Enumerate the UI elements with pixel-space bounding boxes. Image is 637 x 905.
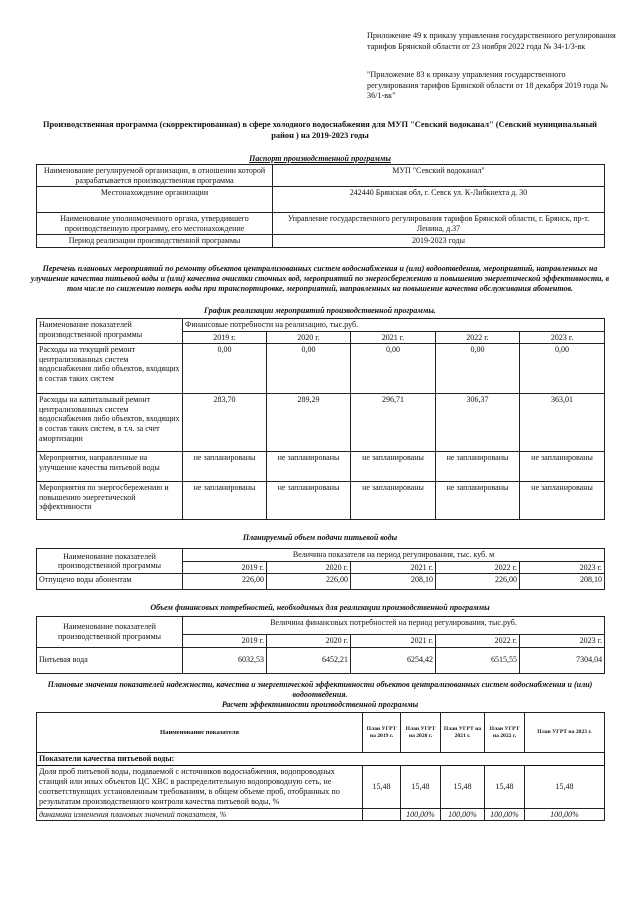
year-header: 2022 г. [436, 635, 520, 648]
measures-intro: Перечень плановых мероприятий по ремонту объектов централизованных систем водоснабжения и (или) водоотведения, мероприятий, направленных на улучшение качества питьевой воды и (или) качества очистки сточных вод, мероприятий по энергосбережению и повышению энергетической эффективности, в том числе по снижению потерь воды при транспортировке, мероприятий, направленных на повышение качества обслуживания абонентов. [30, 264, 610, 293]
row-name: Мероприятия, направленные на улучшение качества питьевой воды [37, 452, 183, 482]
cell-value: 289,29 [267, 394, 351, 452]
measures-table [36, 318, 605, 520]
dynamics-name: динамика изменения плановых значений показателя, % [37, 808, 363, 821]
year-header: 2021 г. [351, 635, 436, 648]
cell-value: 226,00 [436, 574, 520, 590]
table-row [37, 647, 605, 673]
document-title: Производственная программа (скорректированная) в сфере холодного водоснабжения для МУП "Севский водоканал" (Севский муниципальный район ) на 2019-2023 годы [43, 120, 597, 140]
measures-col-group: Финансовые потребности на реализацию, тыс.руб. [183, 319, 605, 332]
cell-value: 208,10 [351, 574, 436, 590]
row-name: Доля проб питьевой воды, подаваемой с источников водоснабжения, водопроводных станций или иных объектов ЦС ХВС в распределительную водопроводную сеть, не соответствующих установленным требованиям, в общем объеме проб, отобранных по результатам производственного контроля качества питьевой воды, % [37, 765, 363, 808]
passport-row [37, 213, 605, 235]
volume-table [36, 548, 605, 590]
cell-value: 226,00 [267, 574, 351, 590]
cell-value: 100,00% [485, 808, 525, 821]
passport-value: Управление государственного регулирования тарифов Брянской области, г. Брянск, пр-т. Ленина, д.37 [273, 213, 605, 235]
year-header: 2019 г. [183, 331, 267, 344]
passport-label: Наименование регулируемой организации, в отношении которой разрабатывается производственная программа [37, 165, 273, 187]
passport-row [37, 165, 605, 187]
cell-value: 15,48 [525, 765, 605, 808]
efficiency-subcaption: Расчет эффективности производственной программы [221, 700, 419, 709]
cell-value: не запланированы [267, 482, 351, 520]
finance-caption: Объем финансовых потребностей, необходимых для реализации производственной программы [150, 603, 490, 612]
plan-header: План УГРТ на 2020 г. [401, 713, 441, 753]
efficiency-header [37, 713, 605, 753]
finance-header [37, 617, 605, 635]
row-name: Отпущено воды абонентам [37, 574, 183, 590]
appendix-note-2: "Приложение 83 к приказу управления государственного регулирования тарифов Брянской области от 18 декабря 2019 года № 36/1-вк" [367, 70, 608, 100]
year-header: 2022 г. [436, 331, 520, 344]
row-name: Расходы на текущий ремонт централизованных систем водоснабжения либо объектов, входящих в состав таких систем [37, 344, 183, 394]
year-header: 2019 г. [183, 561, 267, 574]
year-header: 2021 г. [351, 561, 436, 574]
cell-value: 208,10 [520, 574, 605, 590]
plan-header: План УГРТ на 2019 г. [363, 713, 401, 753]
appendix-note-1: Приложение 49 к приказу управления государственного регулирования тарифов Брянской области от 23 ноября 2022 года № 34-1/3-вк [367, 31, 616, 51]
cell-value: 6452,21 [267, 647, 351, 673]
table-row [37, 765, 605, 808]
efficiency-table [36, 712, 605, 821]
table-row [37, 394, 605, 452]
section-title: Показатели качества питьевой воды: [37, 753, 605, 766]
cell-value: не запланированы [267, 452, 351, 482]
finance-col-group: Величина финансовых потребностей на период регулирования, тыс.руб. [183, 617, 605, 635]
cell-value: 0,00 [267, 344, 351, 394]
cell-value: 15,48 [441, 765, 485, 808]
passport-label: Наименование уполномоченного органа, утвердившего производственную программу, его местонахождение [37, 213, 273, 235]
table-row [37, 574, 605, 590]
cell-value: 6254,42 [351, 647, 436, 673]
measures-caption: График реализации мероприятий производственной программы. [204, 306, 436, 315]
cell-value: 363,01 [520, 394, 605, 452]
cell-value: 6515,55 [436, 647, 520, 673]
cell-value: 0,00 [520, 344, 605, 394]
cell-value: 0,00 [351, 344, 436, 394]
cell-value: 283,70 [183, 394, 267, 452]
cell-value: не запланированы [351, 452, 436, 482]
cell-value: не запланированы [520, 482, 605, 520]
cell-value: 100,00% [525, 808, 605, 821]
passport-value: 242440 Брянская обл, г. Севск ул. К-Либкнехта д. 30 [273, 187, 605, 213]
volume-col-name: Наименование показателей производственной программы [37, 549, 183, 574]
cell-value: 296,71 [351, 394, 436, 452]
row-name: Расходы на капитальный ремонт централизованных систем водоснабжения либо объектов, входящих в состав таких систем, в т.ч. за счет амортизации [37, 394, 183, 452]
year-header: 2021 г. [351, 331, 436, 344]
passport-row [37, 235, 605, 248]
cell-value: не запланированы [183, 482, 267, 520]
passport-table [36, 164, 605, 248]
plan-header: План УГРТ на 2021 г. [441, 713, 485, 753]
table-row [37, 808, 605, 821]
row-name: Питьевая вода [37, 647, 183, 673]
passport-row [37, 187, 605, 213]
cell-value: 0,00 [183, 344, 267, 394]
passport-value: 2019-2023 годы [273, 235, 605, 248]
cell-value: не запланированы [520, 452, 605, 482]
cell-value: 15,48 [401, 765, 441, 808]
cell-value: не запланированы [436, 452, 520, 482]
efficiency-section [37, 753, 605, 766]
measures-col-name: Наименование показателей производственной программы [37, 319, 183, 344]
passport-caption: Паспорт производственной программы [249, 154, 391, 163]
plan-header: План УГРТ на 2022 г. [485, 713, 525, 753]
efficiency-col-name: Наименование показателя [37, 713, 363, 753]
efficiency-caption: Плановые значения показателей надежности, качества и энергетической эффективности объектов централизованных систем водоснабжения и (или) водоотведения. [47, 680, 593, 699]
cell-value: не запланированы [351, 482, 436, 520]
cell-value [363, 808, 401, 821]
year-header: 2023 г. [520, 635, 605, 648]
table-row [37, 452, 605, 482]
cell-value: 100,00% [401, 808, 441, 821]
volume-col-group: Величина показателя на период регулирования, тыс. куб. м [183, 549, 605, 562]
cell-value: не запланированы [436, 482, 520, 520]
cell-value: 306,37 [436, 394, 520, 452]
year-header: 2020 г. [267, 331, 351, 344]
cell-value: 100,00% [441, 808, 485, 821]
cell-value: 0,00 [436, 344, 520, 394]
cell-value: 15,48 [485, 765, 525, 808]
volume-caption: Планируемый объем подачи питьевой воды [242, 533, 398, 542]
table-row [37, 482, 605, 520]
cell-value: не запланированы [183, 452, 267, 482]
measures-header [37, 319, 605, 332]
cell-value: 226,00 [183, 574, 267, 590]
finance-table [36, 616, 605, 674]
finance-col-name: Наименование показателей производственной программы [37, 617, 183, 648]
plan-header: План УГРТ на 2023 г. [525, 713, 605, 753]
year-header: 2020 г. [267, 561, 351, 574]
year-header: 2023 г. [520, 331, 605, 344]
year-header: 2019 г. [183, 635, 267, 648]
year-header: 2020 г. [267, 635, 351, 648]
passport-value: МУП "Севский водоканал" [273, 165, 605, 187]
passport-label: Местонахождение организации [37, 187, 273, 213]
table-row [37, 344, 605, 394]
volume-header [37, 549, 605, 562]
cell-value: 7304,04 [520, 647, 605, 673]
year-header: 2022 г. [436, 561, 520, 574]
year-header: 2023 г. [520, 561, 605, 574]
passport-label: Период реализации производственной программы [37, 235, 273, 248]
row-name: Мероприятия по энергосбережению и повышению энергетической эффективности [37, 482, 183, 520]
cell-value: 6032,53 [183, 647, 267, 673]
cell-value: 15,48 [363, 765, 401, 808]
